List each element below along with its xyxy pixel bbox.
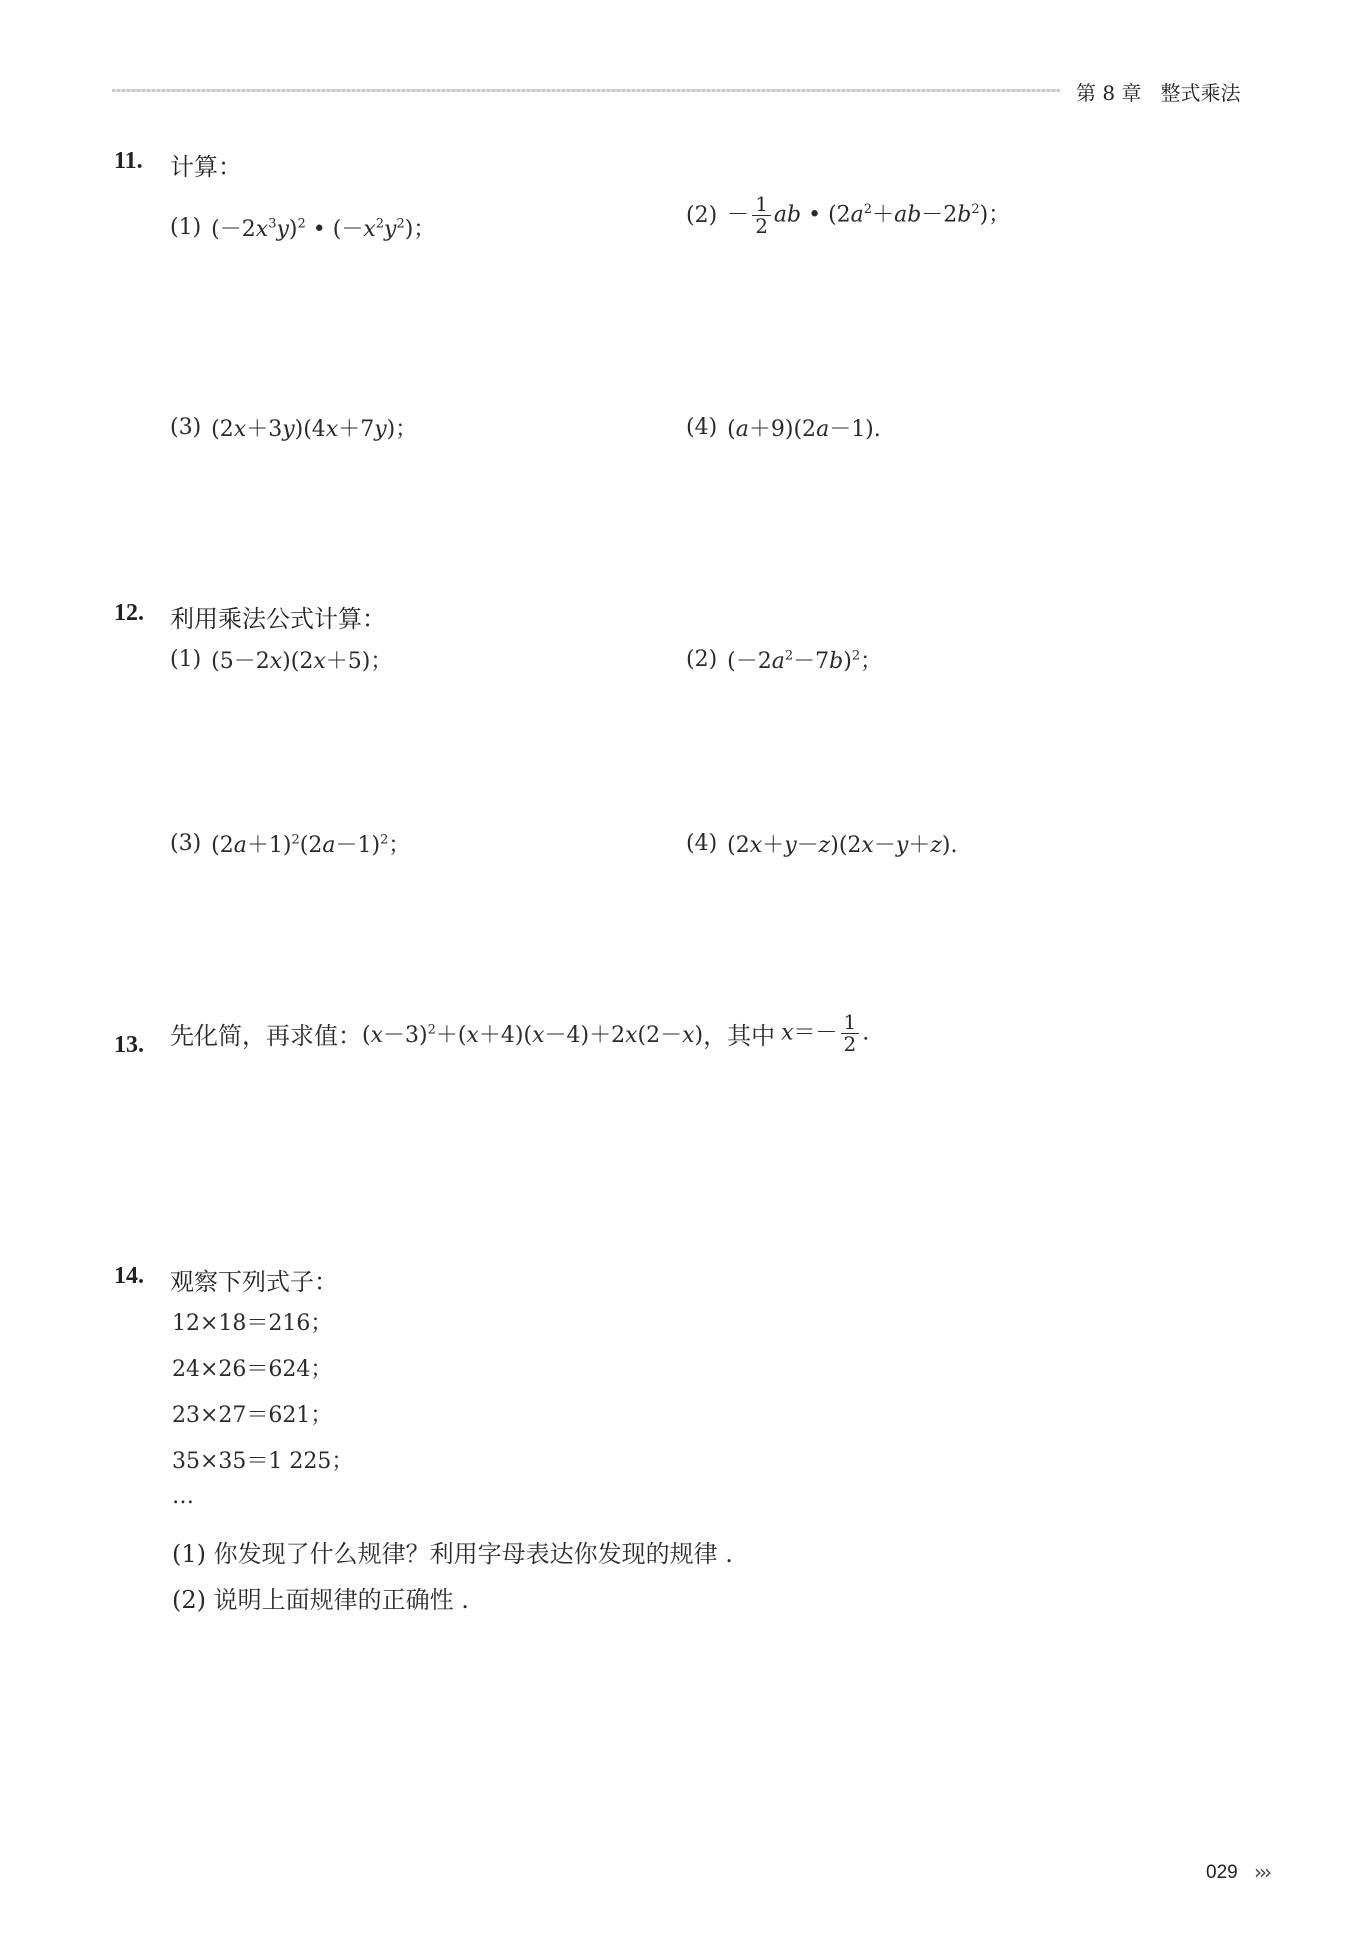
chapter-title: 整式乘法 [1160, 81, 1241, 105]
q11-item-1-label: (1) [170, 215, 202, 240]
q12-item-4-label: (4) [686, 831, 718, 856]
q12-item-2-expression: $(-2a^2-7b)^2$； [727, 648, 883, 674]
q11-item-3 [170, 412, 417, 443]
q12-item-3 [170, 828, 410, 859]
q11-number: 11. [114, 148, 143, 174]
fraction: $\frac{1}{2}$ [841, 1012, 860, 1055]
q11-title: 计算： [170, 153, 242, 181]
q14-title: 观察下列式子： [170, 1268, 338, 1296]
q11-item-4-label: (4) [686, 415, 718, 440]
q14-ellipsis: … [172, 1484, 194, 1509]
q13-value: x＝－ $\frac{1}{2}$ . [781, 1010, 870, 1056]
q14-line-2: 24×26＝624； [172, 1357, 333, 1382]
page-number: 029 [1206, 1862, 1238, 1883]
q11-item-1-expression: $(-2x^3y)^2$ • $(-x^2y^2)$； [211, 216, 436, 242]
q13-number: 13. [114, 1032, 144, 1058]
q11-item-2 [686, 194, 1010, 237]
q11-item-4 [686, 412, 881, 443]
running-header [1076, 77, 1241, 106]
chapter-label: 第 8 章 [1076, 81, 1142, 105]
q12-item-3-label: (3) [170, 831, 202, 856]
q14-line-1: 12×18＝216； [172, 1311, 333, 1336]
q13-expression: $(x-3)^2+(x+4)(x-4)+2x(2-x)$ [362, 1022, 704, 1048]
q11-item-2-label: (2) [686, 203, 718, 228]
q12-item-4-expression: (2x＋y－z)(2x－y＋z). [727, 833, 958, 858]
header-rule [112, 89, 1060, 92]
q14-line-3: 23×27＝621； [172, 1403, 333, 1428]
q13-title: 先化简，再求值： [170, 1022, 362, 1050]
q12-item-1 [170, 644, 392, 675]
q12-title: 利用乘法公式计算： [170, 605, 386, 633]
q14-subquestion-1: (1) 你发现了什么规律？利用字母表达你发现的规律 . [172, 1540, 733, 1568]
q12-item-1-expression: (5－2x)(2x＋5)； [211, 649, 393, 674]
q11-item-1 [170, 212, 435, 243]
q14-number: 14. [114, 1263, 144, 1289]
q12-item-1-label: (1) [170, 647, 202, 672]
q12-item-2 [686, 644, 882, 675]
q11-item-2-expression: － $\frac{1}{2}$ ab • $(2a^2+ab-2b^2)$； [727, 192, 1011, 238]
q13-body [170, 1012, 869, 1055]
q12-item-2-label: (2) [686, 647, 718, 672]
q12-item-3-expression: $(2a+1)^2(2a-1)^2$； [211, 832, 411, 858]
q11-item-3-expression: (2x＋3y)(4x＋7y)； [211, 417, 418, 442]
q12-number: 12. [114, 600, 144, 626]
q14-line-4: 35×35＝1 225； [172, 1449, 354, 1474]
q14-subquestion-2: (2) 说明上面规律的正确性 . [172, 1586, 469, 1614]
q12-item-4 [686, 828, 957, 859]
q13-condition: ，其中 [703, 1022, 776, 1050]
fraction: $\frac{1}{2}$ [752, 194, 771, 237]
q11-item-4-expression: (a＋9)(2a－1). [727, 417, 881, 442]
chevrons-icon: ››› [1254, 1860, 1269, 1884]
q11-item-3-label: (3) [170, 415, 202, 440]
